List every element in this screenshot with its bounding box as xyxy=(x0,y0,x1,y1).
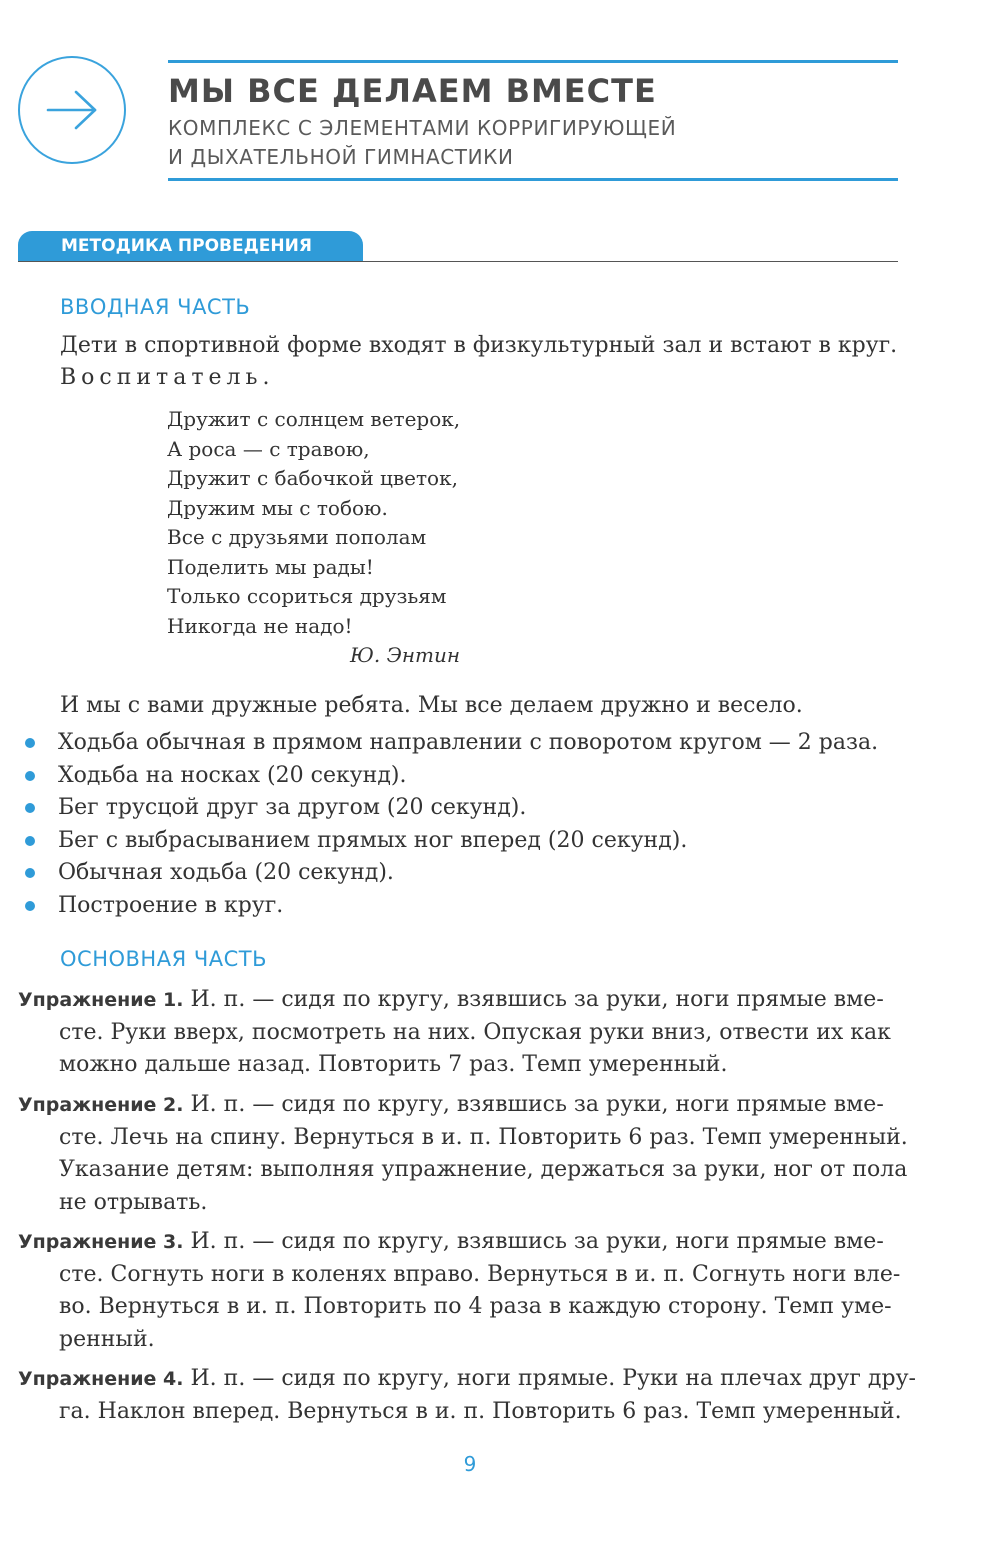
poem-line: Поделить мы рады! xyxy=(167,554,374,579)
exercise-text: сте. Руки вверх, посмотреть на них. Опуская руки вниз, отвести их как xyxy=(59,1019,891,1045)
exercise-3 xyxy=(18,1226,901,1356)
exercise-1 xyxy=(18,984,898,1082)
exercise-text: И. п. — сидя по кругу, взявшись за руки, ноги прямые вме- xyxy=(190,987,884,1012)
list-item-text: Ходьба обычная в прямом направлении с поворотом кругом — 2 раза. xyxy=(58,730,879,755)
intro-heading: ВВОДНАЯ ЧАСТЬ xyxy=(60,295,251,319)
list-item-text: Построение в круг. xyxy=(58,892,284,918)
page-subtitle xyxy=(168,114,676,172)
poem-author: Ю. Энтин xyxy=(350,643,461,667)
poem-line: Только ссориться друзьям xyxy=(167,584,447,608)
page-title: МЫ ВСЕ ДЕЛАЕМ ВМЕСТЕ xyxy=(168,72,657,110)
exercise-4 xyxy=(18,1363,916,1428)
list-item xyxy=(20,825,878,858)
exercise-label: Упражнение 4. xyxy=(18,1368,184,1390)
list-item-text: Ходьба на носках (20 секунд). xyxy=(58,762,407,788)
poem-line: Дружит с бабочкой цветок, xyxy=(167,466,458,490)
header-top-rule xyxy=(168,60,898,63)
bullet-dot xyxy=(25,738,35,748)
exercise-label: Упражнение 2. xyxy=(18,1094,184,1116)
bullet-dot xyxy=(25,771,35,781)
list-item xyxy=(20,890,878,923)
exercise-text: сте. Согнуть ноги в коленях вправо. Вернуться в и. п. Согнуть ноги вле- xyxy=(59,1261,901,1287)
list-item-text: Бег с выбрасыванием прямых ног вперед (20 секунд). xyxy=(58,827,688,853)
list-item xyxy=(20,760,878,793)
list-item xyxy=(20,792,878,825)
exercise-text: га. Наклон вперед. Вернуться в и. п. Повторить 6 раз. Темп умеренный. xyxy=(59,1398,902,1424)
exercise-text: не отрывать. xyxy=(59,1189,208,1215)
exercise-text: ренный. xyxy=(59,1326,155,1352)
exercise-text: Указание детям: выполняя упражнение, держаться за руки, ног от пола xyxy=(59,1157,908,1182)
arrow-right-icon xyxy=(18,56,126,164)
list-item xyxy=(20,727,878,760)
page-number: 9 xyxy=(463,1452,477,1476)
intro-text: Дети в спортивной форме входят в физкультурный зал и встают в круг. xyxy=(60,333,898,358)
poem-line: А роса — с травою, xyxy=(167,436,370,461)
poem-line: Никогда не надо! xyxy=(167,613,353,638)
exercise-text: И. п. — сидя по кругу, взявшись за руки, ноги прямые вме- xyxy=(190,1092,884,1117)
section-tab: МЕТОДИКА ПРОВЕДЕНИЯ xyxy=(18,231,363,262)
poem-line: Дружим мы с тобою. xyxy=(167,495,388,520)
list-item-text: Бег трусцой друг за другом (20 секунд). xyxy=(58,795,527,821)
subtitle-line: КОМПЛЕКС С ЭЛЕМЕНТАМИ КОРРИГИРУЮЩЕЙ xyxy=(168,116,677,140)
exercise-2 xyxy=(18,1089,908,1219)
poem xyxy=(167,405,460,641)
list-item xyxy=(20,857,878,890)
speaker-label: Воспитатель. xyxy=(60,365,275,390)
bullet-dot xyxy=(25,868,35,878)
main-heading: ОСНОВНАЯ ЧАСТЬ xyxy=(60,947,268,971)
poem-line: Дружит с солнцем ветерок, xyxy=(167,407,461,431)
exercise-text: И. п. — сидя по кругу, взявшись за руки, ноги прямые вме- xyxy=(190,1229,884,1254)
bullet-dot xyxy=(25,836,35,846)
exercise-text: сте. Лечь на спину. Вернуться в и. п. Повторить 6 раз. Темп умеренный. xyxy=(59,1124,908,1150)
exercise-text: во. Вернуться в и. п. Повторить по 4 раза в каждую сторону. Темп уме- xyxy=(59,1294,892,1319)
exercise-label: Упражнение 3. xyxy=(18,1231,184,1253)
subtitle-line: И ДЫХАТЕЛЬНОЙ ГИМНАСТИКИ xyxy=(168,145,514,169)
bullet-dot xyxy=(25,901,35,911)
exercise-label: Упражнение 1. xyxy=(18,989,184,1011)
exercise-bullet-list xyxy=(20,727,878,923)
list-item-text: Обычная ходьба (20 секунд). xyxy=(58,860,394,886)
bullet-dot xyxy=(25,803,35,813)
exercise-text: можно дальше назад. Повторить 7 раз. Темп умеренный. xyxy=(59,1052,728,1077)
after-poem-text: И мы с вами дружные ребята. Мы все делаем дружно и весело. xyxy=(60,693,803,718)
exercise-text: И. п. — сидя по кругу, ноги прямые. Руки на плечах друг дру- xyxy=(190,1366,916,1391)
poem-line: Все с друзьями пополам xyxy=(167,525,427,549)
header-bottom-rule xyxy=(168,178,898,181)
section-divider xyxy=(18,261,898,262)
